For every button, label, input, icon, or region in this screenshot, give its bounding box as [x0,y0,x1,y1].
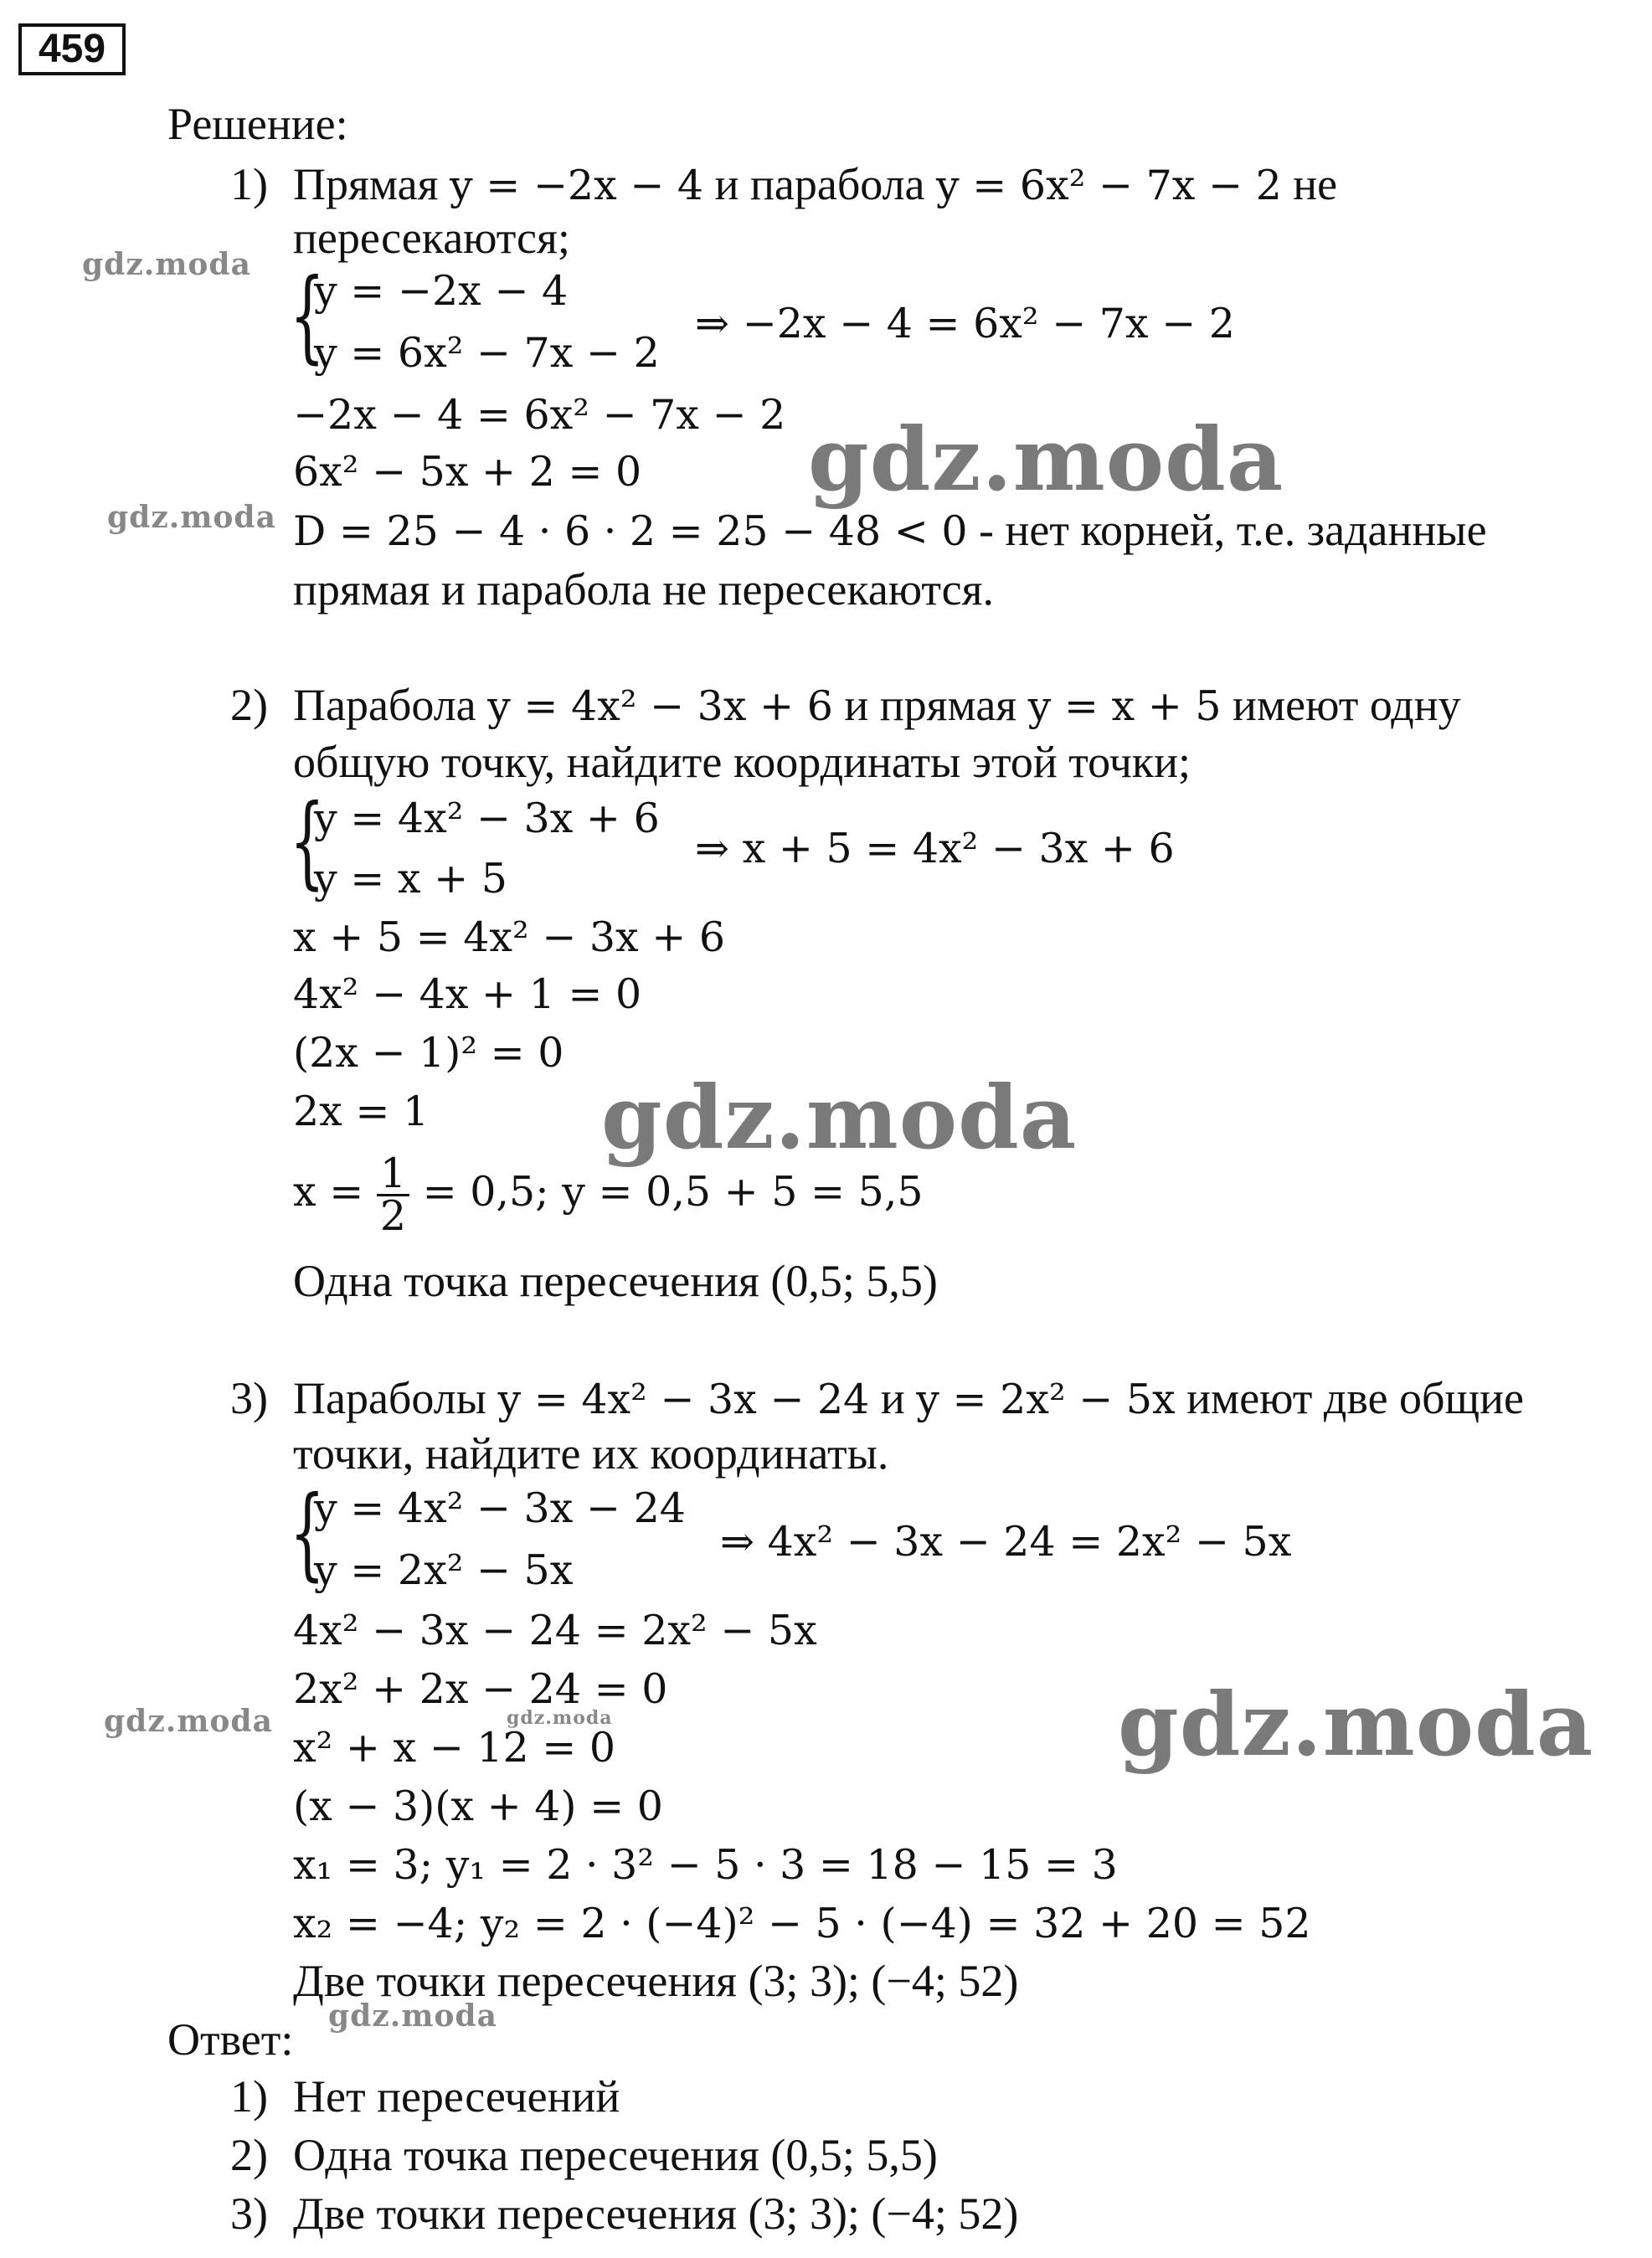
part1-system-eq2: y = 6x² − 7x − 2 [314,329,660,377]
part2-system-eq2: y = x + 5 [314,855,507,903]
answer-number: 2) [230,2130,268,2180]
part1-statement-line2: пересекаются; [293,213,570,263]
problem-number: 459 [18,23,126,75]
system-brace: { [290,1475,325,1592]
fraction: $\frac{1}{2}$ [377,1154,409,1237]
answer-item: Одна точка пересечения (0,5; 5,5) [293,2130,938,2180]
answer-number: 3) [230,2189,268,2239]
part2-result: Одна точка пересечения (0,5; 5,5) [293,1256,938,1306]
part1-line: −2x − 4 = 6x² − 7x − 2 [293,391,786,439]
part3-statement-line2: точки, найдите их координаты. [293,1428,889,1479]
watermark: gdz.moda [507,1707,613,1729]
part3-line: x² + x − 12 = 0 [293,1724,616,1772]
part2-line: x + 5 = 4x² − 3x + 6 [293,913,726,961]
part1-conclusion: прямая и парабола не пересекаются. [293,564,994,615]
part1-system-eq1: y = −2x − 4 [314,267,569,315]
part2-statement-line2: общую точку, найдите координаты этой точки; [293,737,1191,787]
part2-system-eq1: y = 4x² − 3x + 6 [314,795,660,842]
part2-system-result: ⇒ x + 5 = 4x² − 3x + 6 [695,825,1175,872]
part2-number: 2) [230,680,268,730]
part3-line: x₁ = 3; y₁ = 2 · 3² − 5 · 3 = 18 − 15 = 3 [293,1841,1118,1889]
part1-statement-line1: Прямая y = −2x − 4 и парабола y = 6x² − 7x − 2 не [293,159,1338,209]
part2-line: 2x = 1 [293,1088,430,1135]
part3-number: 3) [230,1373,268,1423]
part3-result: Две точки пересечения (3; 3); (−4; 52) [293,1956,1019,2006]
part3-line: 2x² + 2x − 24 = 0 [293,1665,668,1713]
watermark: gdz.moda [808,408,1284,511]
part3-statement-line1: Параболы y = 4x² − 3x − 24 и y = 2x² − 5x имеют две общие [293,1373,1524,1423]
answer-item: Две точки пересечения (3; 3); (−4; 52) [293,2189,1019,2239]
watermark: gdz.moda [82,247,251,282]
part1-discriminant-line: D = 25 − 4 · 6 · 2 = 25 − 48 < 0 - нет корней, т.е. заданные [293,505,1487,555]
watermark: gdz.moda [601,1066,1078,1169]
solution-label: Решение: [167,99,348,149]
part3-system-eq2: y = 2x² − 5x [314,1546,574,1594]
watermark: gdz.moda [107,500,276,535]
watermark: gdz.moda [104,1704,273,1739]
part2-statement-line1: Парабола y = 4x² − 3x + 6 и прямая y = x + 5 имеют одну [293,680,1461,730]
part3-line: 4x² − 3x − 24 = 2x² − 5x [293,1607,817,1654]
answer-item: Нет пересечений [293,2071,620,2122]
part1-line: 6x² − 5x + 2 = 0 [293,448,642,496]
part3-line: (x − 3)(x + 4) = 0 [293,1782,663,1830]
answer-label: Ответ: [167,2014,294,2065]
part2-line: 4x² − 4x + 1 = 0 [293,970,642,1018]
answer-number: 1) [230,2071,268,2122]
system-brace: { [290,784,325,900]
part2-line: (2x − 1)² = 0 [293,1029,564,1077]
part3-line: x₂ = −4; y₂ = 2 · (−4)² − 5 · (−4) = 32 + 20 = 52 [293,1900,1311,1947]
part3-system-eq1: y = 4x² − 3x − 24 [314,1484,686,1532]
watermark: gdz.moda [328,1998,497,2034]
system-brace: { [290,258,325,374]
part2-fraction-line: x = $\frac{1}{2}$ = 0,5; y = 0,5 + 5 = 5,5 [293,1150,924,1240]
part1-number: 1) [230,159,268,209]
part3-system-result: ⇒ 4x² − 3x − 24 = 2x² − 5x [720,1518,1292,1566]
part1-system-result: ⇒ −2x − 4 = 6x² − 7x − 2 [695,300,1235,347]
watermark: gdz.moda [1118,1673,1594,1776]
